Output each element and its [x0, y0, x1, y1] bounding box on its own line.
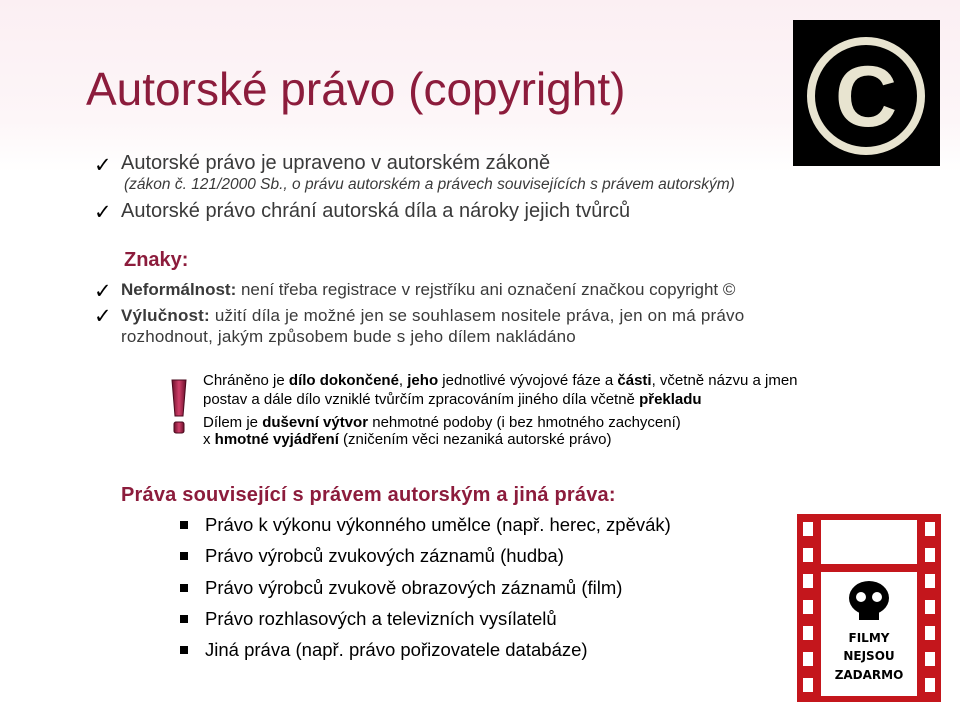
check-icon: ✓	[94, 154, 112, 177]
note-line-4	[203, 431, 612, 448]
check-icon: ✓	[94, 280, 112, 303]
film-sign-line-2: NEJSOU	[843, 649, 895, 663]
sign-1-text: není třeba registrace v rejstříku ani označení značkou copyright ©	[236, 280, 736, 299]
sign-1-term: Neformálnost:	[121, 280, 237, 299]
note-line-2	[203, 391, 702, 408]
check-icon: ✓	[94, 305, 112, 328]
note-3-a: Dílem je	[203, 414, 263, 431]
list-item: Právo rozhlasových a televizních vysílatelů	[205, 608, 557, 629]
exclamation-icon	[168, 378, 190, 436]
note-4-c: (zničením věci nezaniká autorské právo)	[338, 431, 612, 448]
sign-2-term: Výlučnost:	[121, 306, 210, 325]
bullet-icon	[180, 521, 188, 529]
bullet-icon	[180, 646, 188, 654]
intro-line-1: Autorské právo je upraveno v autorském zákoně	[121, 152, 551, 174]
sign-2-text-b: rozhodnout, jakým způsobem bude s jeho dílem nakládáno	[121, 327, 576, 346]
check-icon: ✓	[94, 201, 112, 224]
film-strip-icon	[797, 514, 941, 702]
bullet-icon	[180, 552, 188, 560]
note-1-c: ,	[398, 372, 408, 389]
note-1-b: dílo dokončené	[288, 372, 399, 389]
film-sign-line-1: FILMY	[848, 631, 890, 645]
related-rights-heading: Práva související s právem autorským a jiná práva:	[121, 484, 616, 506]
note-4-b: hmotné vyjádření	[214, 431, 339, 448]
note-3-b: duševní výtvor	[262, 414, 369, 431]
note-1-a: Chráněno je	[203, 372, 289, 389]
bullet-icon	[180, 584, 188, 592]
list-item: Právo k výkonu výkonného umělce (např. herec, zpěvák)	[205, 514, 671, 535]
copyright-logo-icon	[793, 20, 940, 166]
sign-2	[121, 306, 744, 326]
note-1-d: jeho	[407, 372, 439, 389]
note-2-a: postav a dále dílo vzniklé tvůrčím zpracováním jiného díla včetně	[203, 391, 640, 408]
sign-1	[121, 280, 735, 300]
note-1-f: části	[617, 372, 652, 389]
copyright-logo-letter: C	[834, 49, 898, 145]
intro-line-2: Autorské právo chrání autorská díla a nároky jejich tvůrců	[121, 200, 631, 222]
list-item: Právo výrobců zvukově obrazových záznamů (film)	[205, 577, 623, 598]
list-item: Jiná práva (např. právo pořizovatele databáze)	[205, 639, 588, 660]
note-1-g: , včetně názvu a jmen	[651, 372, 798, 389]
list-item: Právo výrobců zvukových záznamů (hudba)	[205, 545, 564, 566]
bullet-icon	[180, 615, 188, 623]
note-1-e: jednotlivé vývojové fáze a	[438, 372, 618, 389]
note-3-c: nehmotné podoby (i bez hmotného zachycení)	[368, 414, 681, 431]
note-4-a: x	[203, 431, 215, 448]
note-2-b: překladu	[639, 391, 702, 408]
note-line-3	[203, 414, 681, 431]
signs-heading: Znaky:	[124, 249, 189, 271]
sign-2-text-a: užití díla je možné jen se souhlasem nositele práva, jen on má právo	[209, 306, 745, 325]
intro-line-1-note: (zákon č. 121/2000 Sb., o právu autorském a právech souvisejících s právem autorským)	[124, 176, 735, 193]
note-line-1	[203, 372, 798, 389]
slide-title: Autorské právo (copyright)	[86, 63, 626, 115]
film-sign-line-3: ZADARMO	[834, 668, 904, 682]
